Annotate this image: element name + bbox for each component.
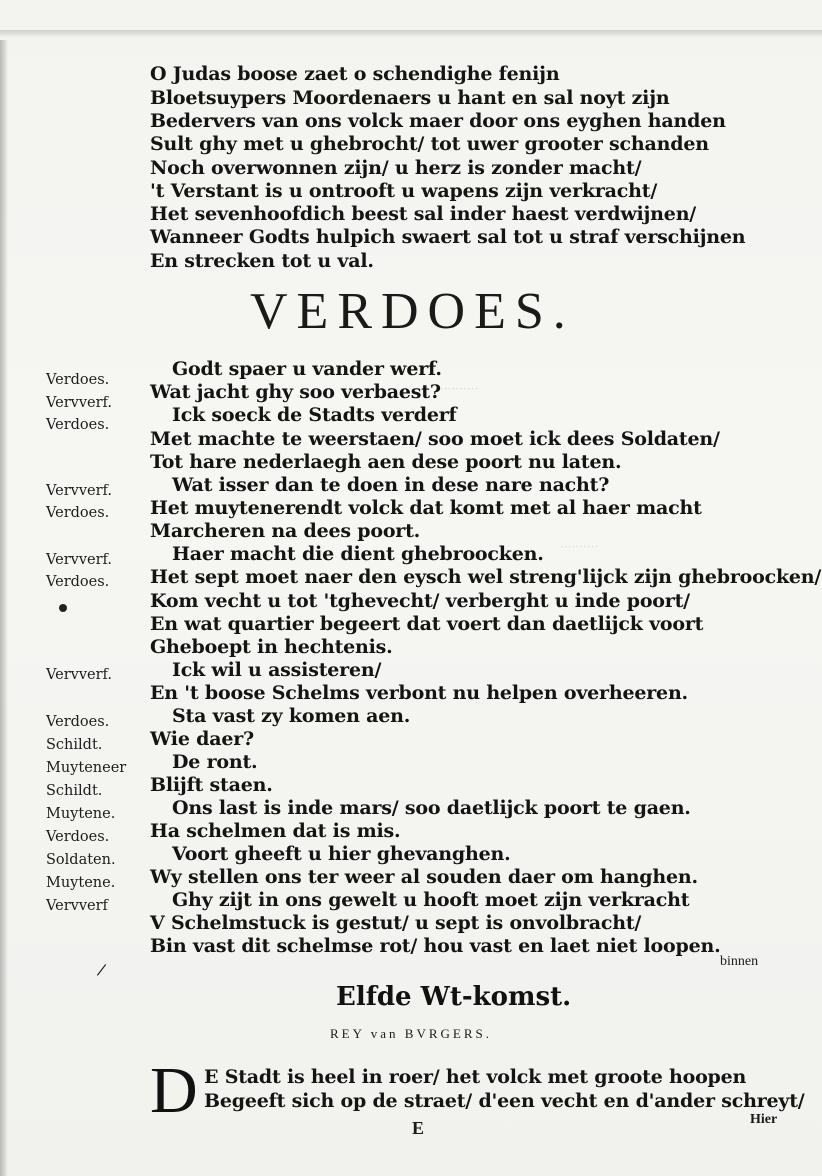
- chorus-line: E Stadt is heel in roer/ het volck met groote hoopen: [204, 1066, 747, 1088]
- verse-line: Wanneer Godts hulpich swaert sal tot u straf verschijnen: [150, 226, 746, 248]
- dialogue-line: Tot hare nederlaegh aen dese poort nu laten.: [150, 451, 622, 473]
- dialogue-line: Wat jacht ghy soo verbaest?: [150, 381, 441, 403]
- speaker-label: Vervverf.: [46, 483, 113, 499]
- dialogue-line: Met machte te weerstaen/ soo moet ick dees Soldaten/: [150, 428, 720, 450]
- dialogue-line: Kom vecht u tot 'tghevecht/ verberght u inde poort/: [150, 590, 690, 612]
- speaker-label: Verdoes.: [46, 574, 110, 590]
- speaker-label: Soldaten.: [46, 852, 116, 868]
- speaker-label: Muytene.: [46, 875, 116, 891]
- speaker-label: Muyteneer: [46, 760, 127, 776]
- dialogue-line: De ront.: [172, 751, 258, 773]
- speaker-label: Verdoes.: [46, 372, 110, 388]
- dialogue-line: Voort gheeft u hier ghevanghen.: [172, 843, 511, 865]
- speaker-label: Vervverf.: [46, 552, 113, 568]
- dialogue-line: Ghy zijt in ons gewelt u hooft moet zijn verkracht: [172, 889, 690, 911]
- dialogue-line: Godt spaer u vander werf.: [172, 358, 442, 380]
- catchword: Hier: [750, 1112, 778, 1127]
- act-title: Elfde Wt-komst.: [336, 982, 572, 1012]
- dialogue-line: Haer macht die dient ghebroocken.: [172, 543, 544, 565]
- page-left-edge: [0, 40, 8, 1176]
- verse-line: 't Verstant is u ontrooft u wapens zijn verkracht/: [150, 180, 658, 202]
- dialogue-line: Marcheren na dees poort.: [150, 520, 421, 542]
- scene-heading: VERDOES.: [250, 283, 575, 340]
- dialogue-line: Ick wil u assisteren/: [172, 659, 382, 681]
- speaker-label: Verdoes.: [46, 829, 110, 845]
- dialogue-line: En wat quartier begeert dat voert dan daetlijck voort: [150, 613, 704, 635]
- verse-line: Sult ghy met u ghebrocht/ tot uwer grooter schanden: [150, 133, 709, 155]
- dialogue-line: Gheboept in hechtenis.: [150, 636, 393, 658]
- speaker-label: Verdoes.: [46, 417, 110, 433]
- speaker-label: Vervverf.: [46, 395, 113, 411]
- verse-line: O Judas boose zaet o schendighe fenijn: [150, 63, 560, 85]
- show-through: ··········: [440, 382, 479, 396]
- verse-line: En strecken tot u val.: [150, 250, 374, 272]
- speaker-label: Muytene.: [46, 806, 116, 822]
- page-top-edge: [0, 30, 822, 38]
- speaker-label: Vervverf: [46, 898, 108, 914]
- speaker-label: Schildt.: [46, 737, 103, 753]
- speaker-label: Vervverf.: [46, 667, 113, 683]
- signature-mark: E: [412, 1118, 425, 1138]
- verse-line: Bloetsuypers Moordenaers u hant en sal noyt zijn: [150, 87, 670, 109]
- dialogue-line: Wat isser dan te doen in dese nare nacht?: [172, 474, 610, 496]
- catchword: binnen: [720, 954, 759, 969]
- chorus-line: Begeeft sich op de straet/ d'een vecht en d'ander schreyt/: [204, 1090, 805, 1112]
- dialogue-line: Sta vast zy komen aen.: [172, 705, 411, 727]
- dialogue-line: Blijft staen.: [150, 774, 273, 796]
- dialogue-line: Wy stellen ons ter weer al souden daer om hanghen.: [150, 866, 698, 888]
- dialogue-line: En 't boose Schelms verbont nu helpen overheeren.: [150, 682, 688, 704]
- dialogue-line: Wie daer?: [150, 728, 254, 750]
- chorus-heading: REY van BVRGERS.: [330, 1026, 492, 1041]
- dialogue-line: V Schelmstuck is gestut/ u sept is onvolbracht/: [150, 912, 642, 934]
- drop-cap: D: [150, 1054, 198, 1127]
- speaker-label: Schildt.: [46, 783, 103, 799]
- dialogue-line: Bin vast dit schelmse rot/ hou vast en laet niet loopen.: [150, 935, 721, 957]
- show-through: ··········: [560, 540, 599, 554]
- verse-line: Het sevenhoofdich beest sal inder haest verdwijnen/: [150, 203, 697, 225]
- verse-line: Bedervers van ons volck maer door ons eyghen handen: [150, 110, 726, 132]
- dialogue-line: Het sept moet naer den eysch wel streng'lijck zijn ghebroocken/: [150, 566, 822, 588]
- verse-line: Noch overwonnen zijn/ u herz is zonder macht/: [150, 157, 642, 179]
- margin-bullet-icon: [59, 604, 67, 612]
- speaker-label: Verdoes.: [46, 714, 110, 730]
- dialogue-line: Ha schelmen dat is mis.: [150, 820, 401, 842]
- margin-tick-mark: /: [95, 959, 108, 980]
- dialogue-line: Het muytenerendt volck dat komt met al haer macht: [150, 497, 702, 519]
- dialogue-line: Ons last is inde mars/ soo daetlijck poort te gaen.: [172, 797, 691, 819]
- speaker-label: Verdoes.: [46, 505, 110, 521]
- dialogue-line: Ick soeck de Stadts verderf: [172, 404, 457, 426]
